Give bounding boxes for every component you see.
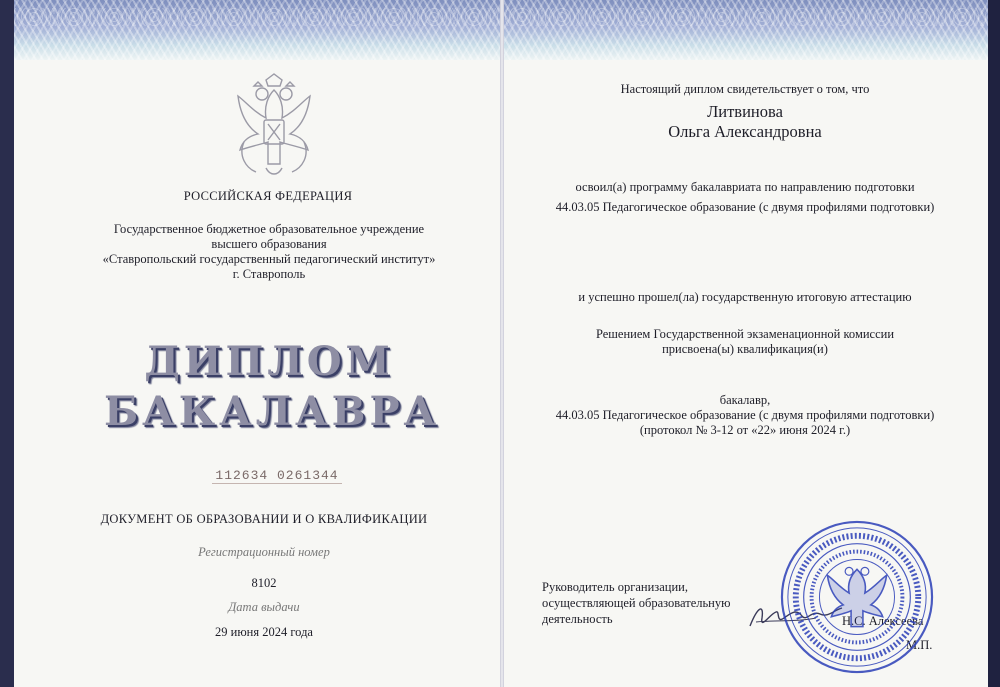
graduate-given-names: Ольга Александровна [668,122,822,141]
registration-number-label: Регистрационный номер [198,545,330,559]
program-name: 44.03.05 Педагогическое образование (с двумя профилями подготовки) [555,200,935,214]
left-page [14,0,502,687]
coat-of-arms-emblem [224,72,324,180]
graduate-surname: Литвинова [707,102,783,121]
qualification-awarded-text: присвоена(ы) квалификация(и) [662,342,828,356]
book-spine [500,0,504,687]
issue-date-label: Дата выдачи [228,600,300,614]
issue-date: 29 июня 2024 года [215,625,313,639]
institution-city: г. Ставрополь [232,267,306,281]
registration-number: 8102 [251,576,277,590]
qualification: бакалавр, [719,393,771,407]
protocol-reference: (протокол № 3-12 от «22» июня 2024 г.) [639,423,851,437]
head-title-line-2: осуществляющей образовательную [542,596,731,610]
country-name: РОССИЙСКАЯ ФЕДЕРАЦИЯ [183,189,353,203]
guilloche-band [502,0,988,60]
intro-text: Настоящий диплом свидетельствует о том, что [620,82,870,96]
mastered-program-text: освоил(а) программу бакалавриата по направлению подготовки [575,180,915,194]
head-name: Н.С. Алексеева [842,614,924,628]
title-line-2: БАКАЛАВРА [104,388,441,435]
head-title-line-3: деятельность [542,612,613,626]
guilloche-band [14,0,502,60]
seal-place-mark: М.П. [906,638,933,652]
commission-decision: Решением Государственной экзаменационной комиссии [595,327,895,341]
title-line-1: ДИПЛОМ [144,338,394,385]
institution-type: Государственное бюджетное образовательное учреждение [113,222,425,236]
attestation-text: и успешно прошел(ла) государственную итоговую аттестацию [578,290,912,304]
diploma-serial-number: 112634 0261344 [212,468,342,484]
document-type: ДОКУМЕНТ ОБ ОБРАЗОВАНИИ И О КВАЛИФИКАЦИИ [100,512,428,526]
head-title-line-1: Руководитель организации, [542,580,688,594]
qualification-program: 44.03.05 Педагогическое образование (с двумя профилями подготовки) [555,408,935,422]
institution-level: высшего образования [211,237,327,251]
institution-name: «Ставропольский государственный педагогический институт» [102,252,436,266]
official-seal-stamp [778,518,936,676]
